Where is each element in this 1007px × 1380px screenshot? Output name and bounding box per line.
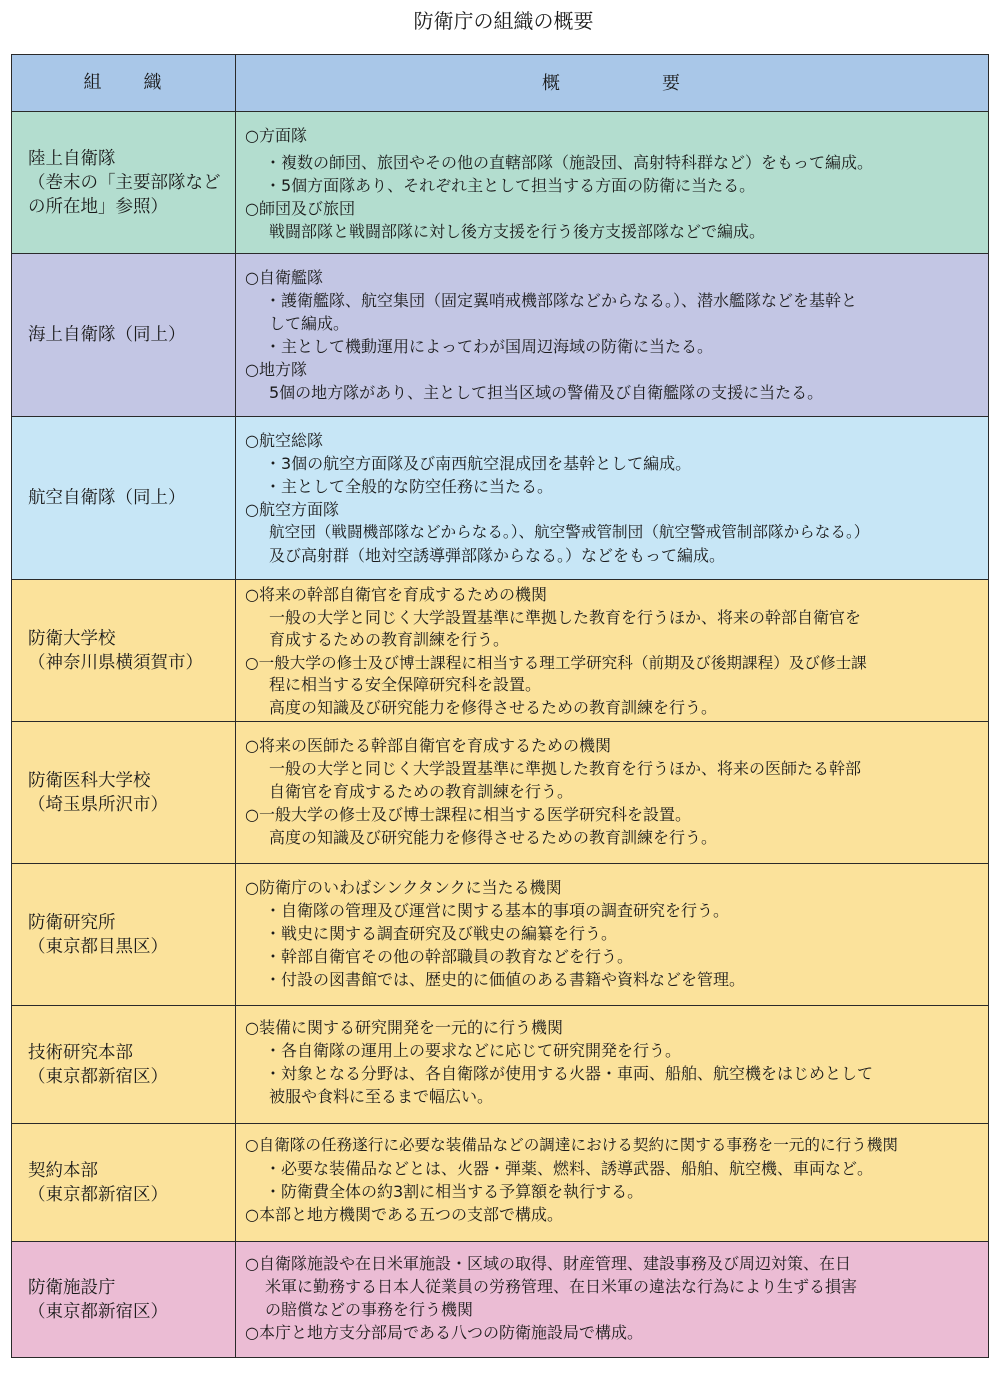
table-row [12, 111, 988, 253]
table-row [12, 1123, 988, 1241]
table-row [12, 253, 988, 416]
table-row [12, 1241, 988, 1357]
org-name: 技術研究本部 （東京都新宿区） [12, 1006, 236, 1123]
org-summary: ○防衛庁のいわばシンクタンクに当たる機関 ・自衛隊の管理及び運営に関する基本的事項の調査研究を行う。 ・戦史に関する調査研究及び戦史の編纂を行う。 ・幹部自衛官その他の幹部職員の教育などを行う。 ・付設の図書館では、歴史的に価値のある書籍や資料などを管理。 [245, 878, 746, 989]
org-name: 防衛研究所 （東京都目黒区） [12, 864, 236, 1005]
table-row [12, 1005, 988, 1123]
page-title: 防衛庁の組織の概要 [413, 9, 594, 33]
org-summary: ○自衛艦隊 ・護衛艦隊、航空集団（固定翼哨戒機部隊などからなる。）、潜水艦隊などを基幹と して編成。 ・主として機動運用によってわが国周辺海域の防衛に当たる。 ○地方隊 5個の地方隊があり、主として担当区域の警備及び自衛艦隊の支援に当たる。 [245, 268, 858, 402]
org-name: 防衛医科大学校 （埼玉県所沢市） [12, 722, 236, 863]
table-row [12, 579, 988, 721]
org-summary: ○方面隊 ・複数の師団、旅団やその他の直轄部隊（施設団、高射特科群など）をもって編成。 ・5個方面隊あり、それぞれ主として担当する方面の防衛に当たる。 ○師団及び旅団 戦闘部隊と戦闘部隊に対し後方支援を行う後方支援部隊などで編成。 [245, 126, 874, 241]
org-summary: ○装備に関する研究開発を一元的に行う機関 ・各自衛隊の運用上の要求などに応じて研究開発を行う。 ・対象となる分野は、各自衛隊が使用する火器・車両、船舶、航空機をはじめとして 被服や食料に至るまで幅広い。 [245, 1018, 874, 1106]
org-name: 航空自衛隊（同上） [12, 417, 236, 579]
table-header [12, 55, 988, 111]
org-summary: ○将来の医師たる幹部自衛官を育成するための機関 一般の大学と同じく大学設置基準に準拠した教育を行うほか、将来の医師たる幹部 自衛官を育成するための教育訓練を行う。 ○一般大学の修士及び博士課程に相当する医学研究科を設置。 高度の知識及び研究能力を修得させるための教育訓練を行う。 [245, 736, 862, 847]
table-row [12, 863, 988, 1005]
org-name: 契約本部 （東京都新宿区） [12, 1124, 236, 1241]
org-summary: ○将来の幹部自衛官を育成するための機関 一般の大学と同じく大学設置基準に準拠した教育を行うほか、将来の幹部自衛官を 育成するための教育訓練を行う。 ○一般大学の修士及び博士課程に相当する理工学研究科（前期及び後期課程）及び修士課 程に相当する安全保障研究科を設置。 高度の知識及び研究能力を修得させるための教育訓練を行う。 [245, 585, 867, 717]
org-name: 陸上自衛隊 （巻末の「主要部隊など の所在地」参照） [12, 112, 236, 253]
org-summary: ○自衛隊施設や在日米軍施設・区域の取得、財産管理、建設事務及び周辺対策、在日 米軍に勤務する日本人従業員の労務管理、在日米軍の違法な行為により生ずる損害 の賠償などの事務を行う機関 ○本庁と地方支分部局である八つの防衛施設局で構成。 [245, 1254, 858, 1342]
table-row [12, 416, 988, 579]
org-name: 海上自衛隊（同上） [12, 254, 236, 416]
org-name: 防衛大学校 （神奈川県横須賀市） [12, 580, 236, 721]
org-summary: ○自衛隊の任務遂行に必要な装備品などの調達における契約に関する事務を一元的に行う機関 ・必要な装備品などとは、火器・弾薬、燃料、誘導武器、船舶、航空機、車両など。 ・防衛費全体の約3割に相当する予算額を執行する。 ○本部と地方機関である五つの支部で構成。 [245, 1136, 898, 1224]
organization-table [11, 54, 989, 1358]
table-row [12, 721, 988, 863]
header-summary: 概 要 [542, 72, 682, 94]
header-organization: 組 織 [12, 55, 236, 111]
org-summary: ○航空総隊 ・3個の航空方面隊及び南西航空混成団を基幹として編成。 ・主として全般的な防空任務に当たる。 ○航空方面隊 航空団（戦闘機部隊などからなる。）、航空警戒管制団（航空警戒管制部隊からなる。） 及び高射群（地対空誘導弾部隊からなる。）などをもって編成。 [245, 431, 870, 565]
org-name: 防衛施設庁 （東京都新宿区） [12, 1242, 236, 1357]
